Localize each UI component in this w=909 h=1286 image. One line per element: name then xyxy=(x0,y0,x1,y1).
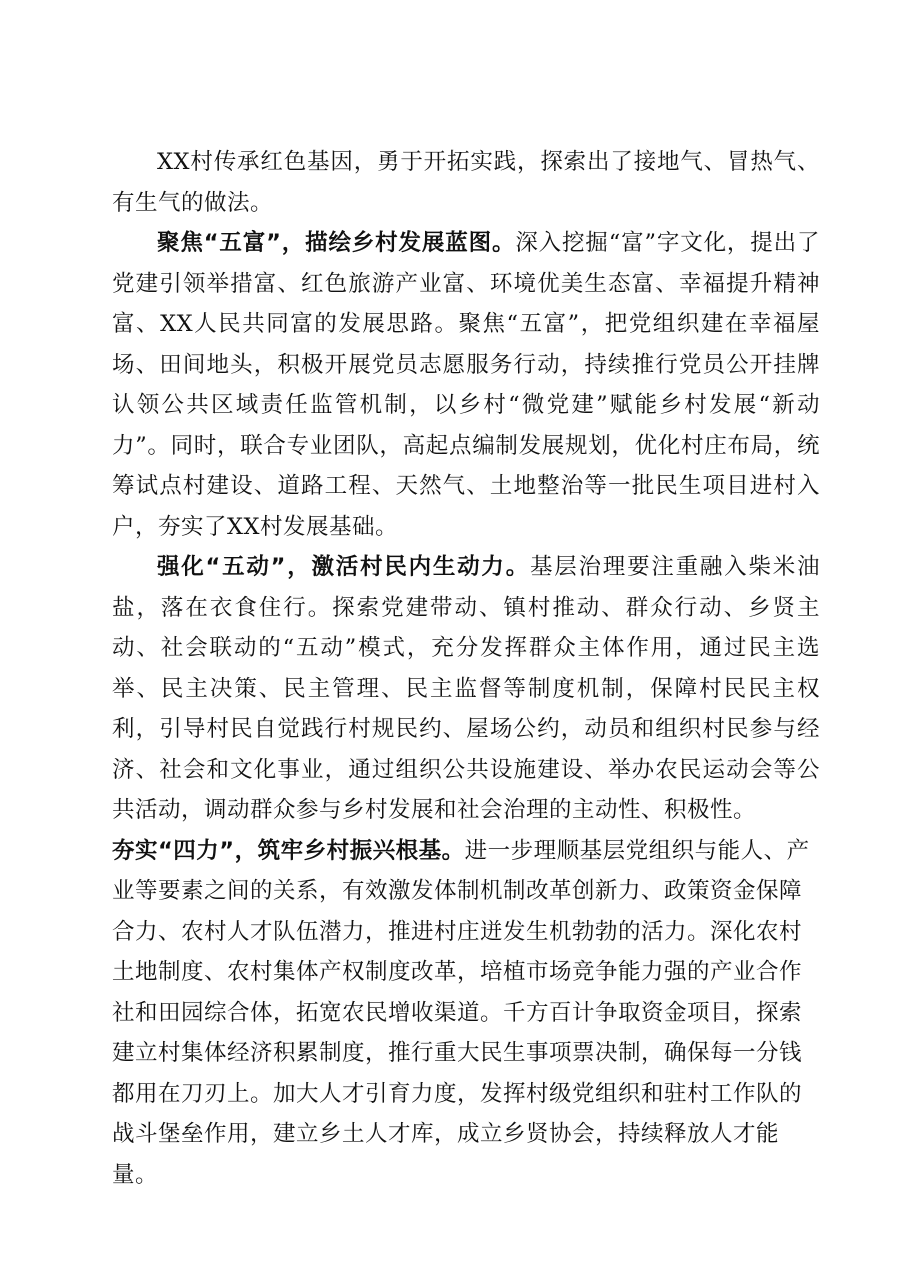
document-body xyxy=(112,142,820,1195)
paragraph-wudong-text: 基层治理要注重融入柴米油盐，落在衣食住行。探索党建带动、镇村推动、群众行动、乡贤主动、社会联动的“五动”模式，充分发挥群众主体作用，通过民主选举、民主决策、民主管理、民主监督等制度机制，保障村民民主权利，引导村民自觉践行村规民约、屋场公约，动员和组织村民参与经济、社会和文化事业，通过组织公共设施建设、举办农民运动会等公共活动，调动群众参与乡村发展和社会治理的主动性、积极性。 xyxy=(112,554,820,823)
paragraph-wufu xyxy=(112,223,820,547)
paragraph-wudong-heading: 强化“五动”，激活村民内生动力。 xyxy=(157,554,530,580)
paragraph-sili-heading: 夯实“四力”，筑牢乡村振兴根基。 xyxy=(112,837,465,864)
paragraph-sili-text: 进一步理顺基层党组织与能人、产业等要素之间的关系，有效激发体制机制改革创新力、政策资金保障合力、农村人才队伍潜力，推进村庄迸发生机勃勃的活力。深化农村土地制度、农村集体产权制度改革，培植市场竞争能力强的产业合作社和田园综合体，拓宽农民增收渠道。千方百计争取资金项目，探索建立村集体经济积累制度，推行重大民生事项票决制，确保每一分钱都用在刀刃上。加大人才引育力度，发挥村级党组织和驻村工作队的战斗堡垒作用，建立乡土人才库，成立乡贤协会，持续释放人才能量。 xyxy=(112,837,810,1188)
paragraph-intro xyxy=(112,142,820,223)
paragraph-sili xyxy=(112,831,820,1196)
paragraph-wudong xyxy=(112,547,820,831)
paragraph-intro-text: XX村传承红色基因，勇于开拓实践，探索出了接地气、冒热气、有生气的做法。 xyxy=(112,149,820,216)
paragraph-wufu-heading: 聚焦“五富”，描绘乡村发展蓝图。 xyxy=(157,230,516,256)
paragraph-wufu-text: 深入挖掘“富”字文化，提出了党建引领举措富、红色旅游产业富、环境优美生态富、幸福提升精神富、XX人民共同富的发展思路。聚焦“五富”，把党组织建在幸福屋场、田间地头，积极开展党员志愿服务行动，持续推行党员公开挂牌认领公共区域责任监管机制，以乡村“微党建”赋能乡村发展“新动力”。同时，联合专业团队，高起点编制发展规划，优化村庄布局，统筹试点村建设、道路工程、天然气、土地整治等一批民生项目进村入户，夯实了XX村发展基础。 xyxy=(112,230,820,540)
